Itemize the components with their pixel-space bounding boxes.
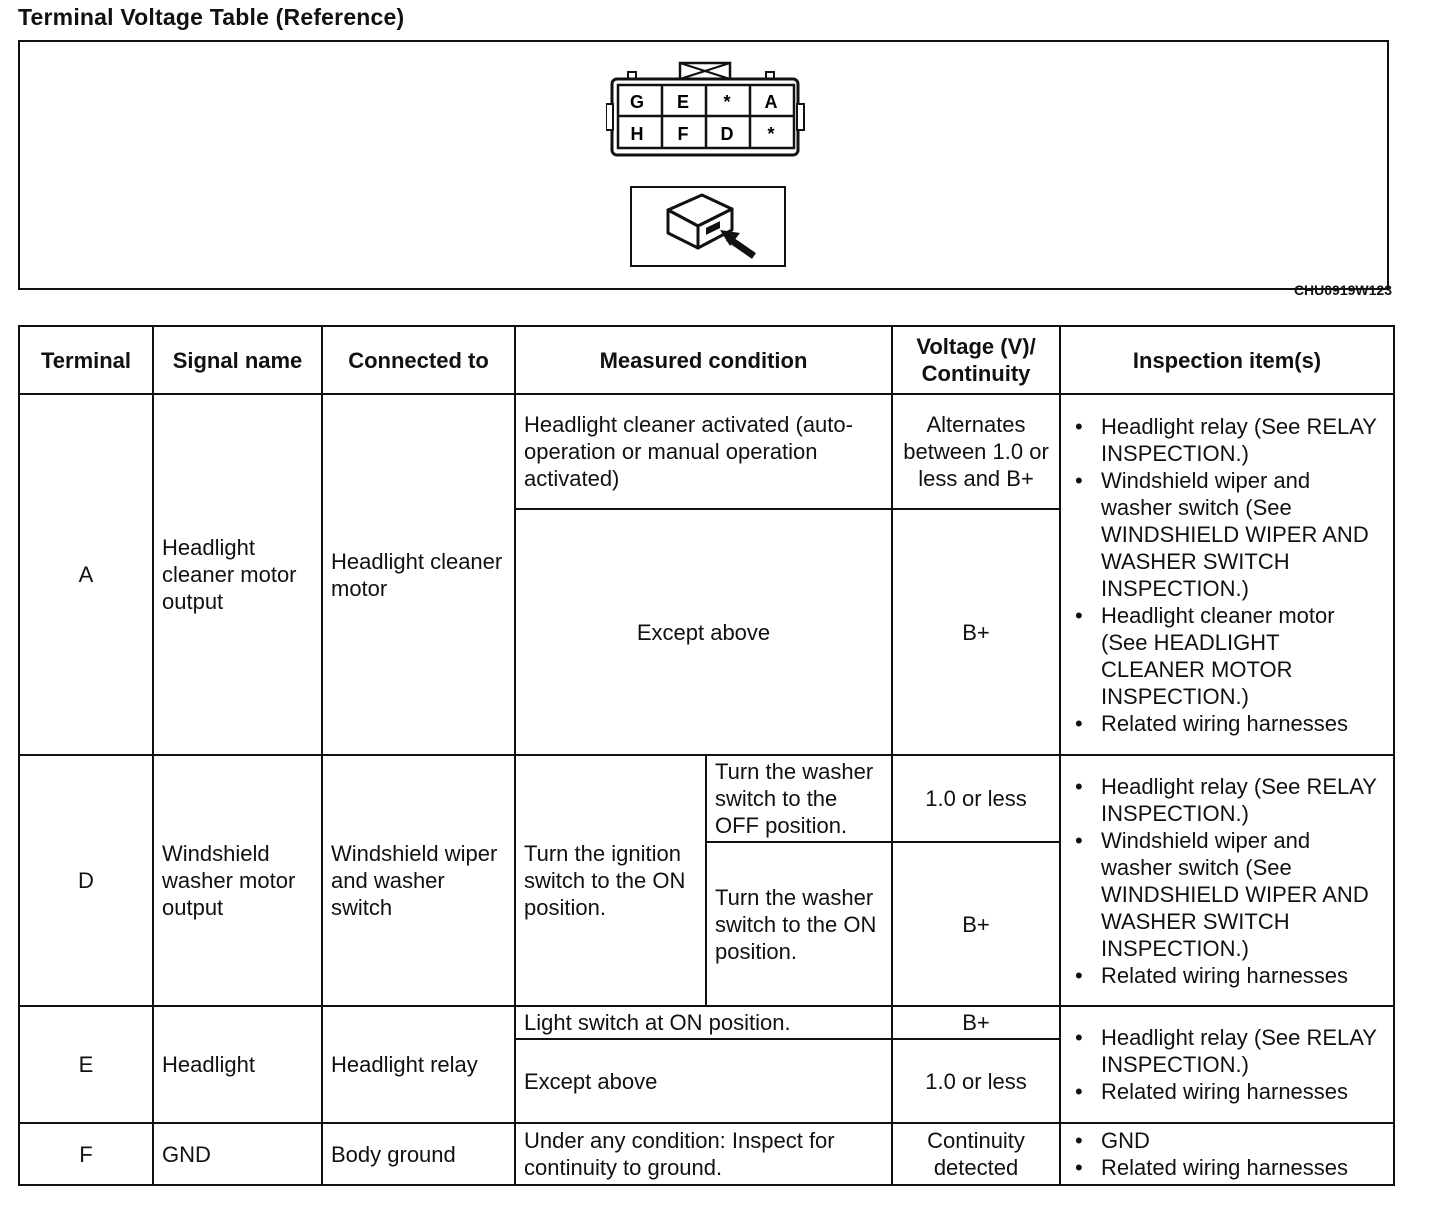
condition-cell: Light switch at ON position. [515, 1006, 892, 1039]
list-item: • Related wiring harnesses [1069, 710, 1385, 737]
table-row [19, 755, 1394, 842]
pin-F: F [677, 124, 689, 144]
header-measured-condition: Measured condition [515, 326, 892, 394]
pin-unused-1: * [723, 92, 731, 112]
list-item: • GND [1069, 1127, 1385, 1154]
voltage-cell: Continuity detected [892, 1123, 1060, 1185]
voltage-cell: B+ [892, 842, 1060, 1006]
signal-name-cell: Windshield washer motor output [153, 755, 322, 1006]
inspection-cell [1060, 1006, 1394, 1123]
inspection-cell [1060, 394, 1394, 755]
inspection-cell [1060, 1123, 1394, 1185]
connected-to-cell: Body ground [322, 1123, 515, 1185]
condition-cell: Under any condition: Inspect for continuity to ground. [515, 1123, 892, 1185]
table-row [19, 1006, 1394, 1039]
inspection-list [1069, 773, 1385, 989]
list-item: • Headlight relay (See RELAY INSPECTION.) [1069, 1024, 1385, 1078]
pin-A: A [764, 92, 778, 112]
terminal-voltage-table [18, 325, 1395, 1186]
connected-to-cell: Windshield wiper and washer switch [322, 755, 515, 1006]
voltage-cell: B+ [892, 1006, 1060, 1039]
pin-H: H [630, 124, 644, 144]
header-inspection-items: Inspection item(s) [1060, 326, 1394, 394]
connected-to-cell: Headlight cleaner motor [322, 394, 515, 755]
inspection-list [1069, 413, 1385, 737]
header-connected-to: Connected to [322, 326, 515, 394]
inspection-list [1069, 1127, 1385, 1181]
list-item: • Headlight relay (See RELAY INSPECTION.) [1069, 773, 1385, 827]
voltage-cell: Alternates between 1.0 or less and B+ [892, 394, 1060, 509]
signal-name-cell: Headlight cleaner motor output [153, 394, 322, 755]
signal-name-cell: Headlight [153, 1006, 322, 1123]
voltage-cell: B+ [892, 509, 1060, 755]
table-row [19, 394, 1394, 509]
pin-D: D [720, 124, 734, 144]
condition-cell: Except above [515, 509, 892, 755]
header-voltage: Voltage (V)/ Continuity [892, 326, 1060, 394]
page-title: Terminal Voltage Table (Reference) [18, 4, 405, 30]
condition-cell: Except above [515, 1039, 892, 1123]
inspection-list [1069, 1024, 1385, 1105]
connector-diagram [606, 60, 806, 160]
table-row [19, 1123, 1394, 1185]
list-item: • Windshield wiper and washer switch (See WINDSHIELD WIPER AND WASHER SWITCH INSPECTION.) [1069, 827, 1385, 962]
voltage-cell: 1.0 or less [892, 1039, 1060, 1123]
connector-view-icon [632, 188, 784, 265]
signal-name-cell: GND [153, 1123, 322, 1185]
pin-unused-2: * [767, 124, 775, 144]
list-item: • Related wiring harnesses [1069, 1154, 1385, 1181]
header-signal-name: Signal name [153, 326, 322, 394]
condition-sub-cell: Turn the washer switch to the ON position. [706, 842, 892, 1006]
condition-main-cell: Turn the ignition switch to the ON position. [515, 755, 706, 1006]
list-item: • Headlight relay (See RELAY INSPECTION.) [1069, 413, 1385, 467]
header-terminal: Terminal [19, 326, 153, 394]
connected-to-cell: Headlight relay [322, 1006, 515, 1123]
pin-E: E [676, 92, 690, 112]
list-item: • Related wiring harnesses [1069, 962, 1385, 989]
terminal-cell: F [19, 1123, 153, 1185]
list-item: • Related wiring harnesses [1069, 1078, 1385, 1105]
connector-view-box [630, 186, 786, 267]
inspection-cell [1060, 755, 1394, 1006]
condition-cell: Headlight cleaner activated (auto-operation or manual operation activated) [515, 394, 892, 509]
list-item: • Windshield wiper and washer switch (See WINDSHIELD WIPER AND WASHER SWITCH INSPECTION.) [1069, 467, 1385, 602]
voltage-cell: 1.0 or less [892, 755, 1060, 842]
terminal-cell: A [19, 394, 153, 755]
list-item: • Headlight cleaner motor (See HEADLIGHT CLEANER MOTOR INSPECTION.) [1069, 602, 1385, 710]
table-header-row [19, 326, 1394, 394]
terminal-cell: E [19, 1006, 153, 1123]
figure-id: CHU0919W123 [1293, 282, 1392, 298]
pin-G: G [629, 92, 645, 112]
condition-sub-cell: Turn the washer switch to the OFF position. [706, 755, 892, 842]
terminal-cell: D [19, 755, 153, 1006]
